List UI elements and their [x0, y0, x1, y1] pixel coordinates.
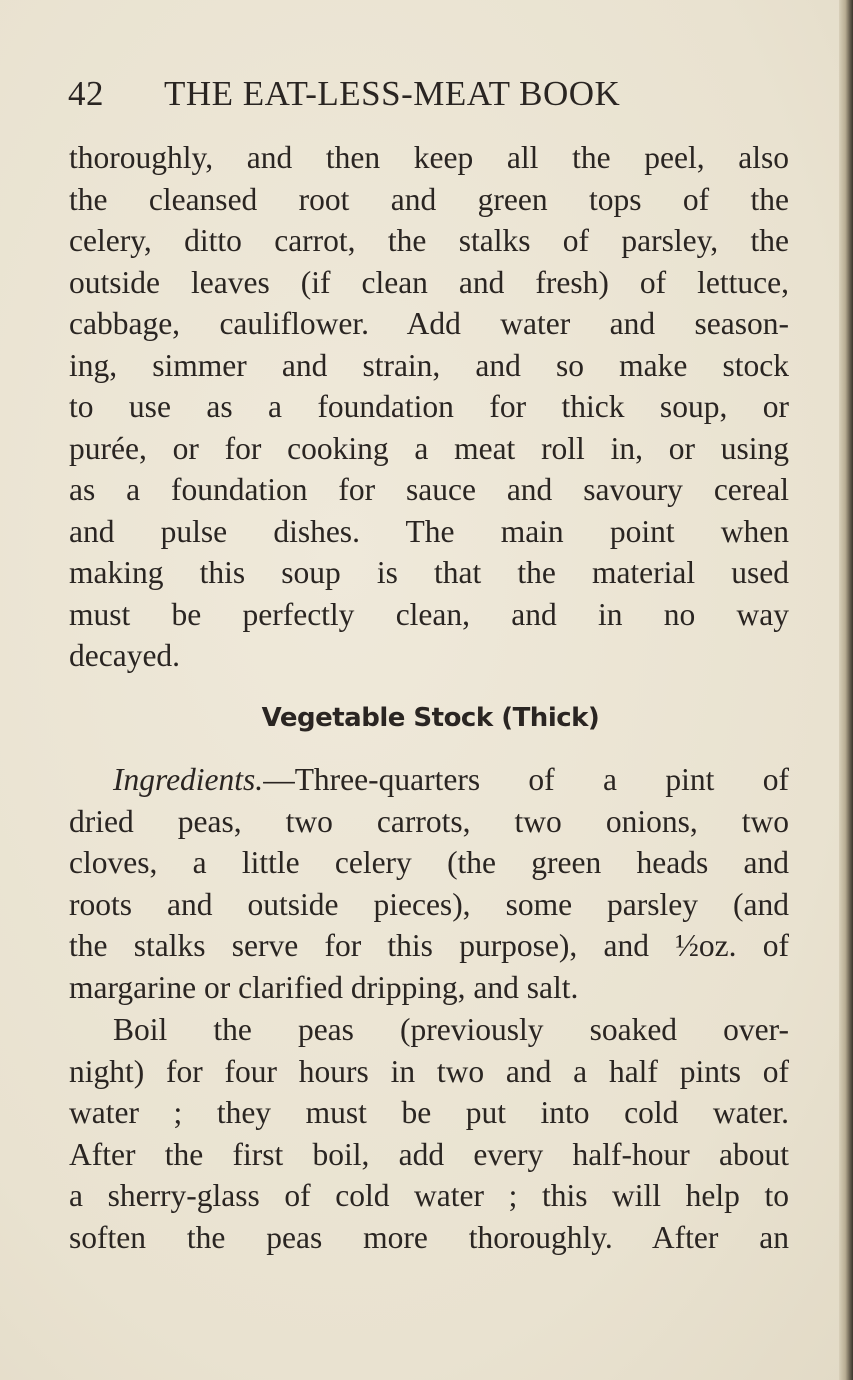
text-line: outside leaves (if clean and fresh) of lettuce,: [69, 264, 789, 300]
text-line: decayed.: [69, 638, 181, 673]
paragraph-1: [69, 137, 789, 677]
ingredients-label: Ingredients.: [113, 762, 264, 797]
page-header: [68, 74, 620, 114]
ingredients-intro: —Three-quarters of a pint of: [263, 762, 789, 797]
text-line: soften the peas more thoroughly. After an: [69, 1219, 789, 1255]
text-line: the stalks serve for this purpose), and ½oz. of: [69, 928, 789, 963]
page-number: 42: [68, 74, 104, 113]
page-edge-shadow: [839, 0, 853, 1380]
text-line: making this soup is that the material used: [69, 555, 789, 590]
text-line: cabbage, cauliflower. Add water and season-: [69, 306, 789, 341]
text-line: roots and outside pieces), some parsley (and: [69, 886, 789, 922]
text-line: cloves, a little celery (the green heads and: [69, 845, 789, 880]
text-line: must be perfectly clean, and in no way: [69, 596, 789, 632]
text-line: celery, ditto carrot, the stalks of parsley, the: [69, 223, 789, 258]
paragraph-2: [69, 759, 789, 1008]
text-line: water ; they must be put into cold water.: [69, 1095, 789, 1130]
text-line: thoroughly, and then keep all the peel, also: [69, 140, 789, 175]
text-line: ing, simmer and strain, and so make stock: [69, 347, 789, 383]
paragraph-3: [69, 1009, 789, 1258]
text-line: dried peas, two carrots, two onions, two: [69, 803, 789, 839]
text-line: the cleansed root and green tops of the: [69, 181, 789, 217]
text-line: night) for four hours in two and a half pints of: [69, 1053, 789, 1089]
text-line: Boil the peas (previously soaked over-: [113, 1012, 789, 1047]
text-line: to use as a foundation for thick soup, or: [69, 389, 789, 424]
text-line: After the first boil, add every half-hour about: [69, 1136, 789, 1172]
section-heading: Vegetable Stock (Thick): [261, 703, 600, 733]
text-line: a sherry-glass of cold water ; this will help to: [69, 1178, 789, 1213]
text-line: [69, 759, 789, 801]
text-line: and pulse dishes. The main point when: [69, 513, 789, 549]
text-line: margarine or clarified dripping, and salt.: [69, 969, 579, 1005]
running-title: THE EAT-LESS-MEAT BOOK: [164, 74, 621, 113]
text-line: as a foundation for sauce and savoury cereal: [69, 472, 789, 507]
text-line: purée, or for cooking a meat roll in, or using: [69, 430, 789, 466]
